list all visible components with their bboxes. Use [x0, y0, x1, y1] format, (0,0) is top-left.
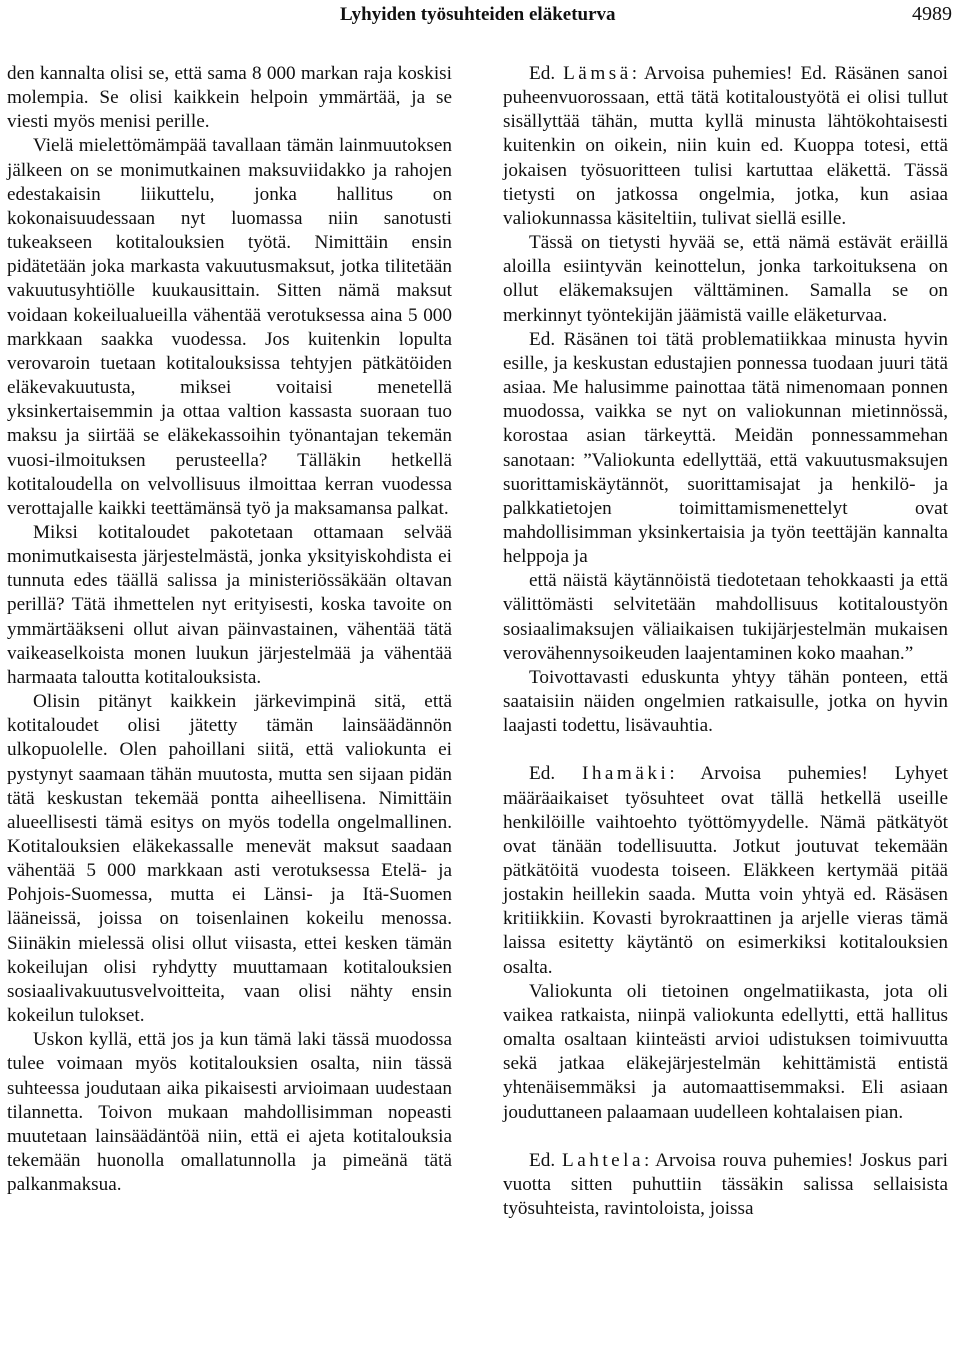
paragraph: Olisin pitänyt kaikkein järkevimpinä sitä, että kotitaloudet olisi jätetty tämän lainsäädännön ulkopuolelle. Olen pahoillani siitä, että valiokunta ei pystynyt saamaan tähän muutosta, mutta sen sijaan pidän tätä keskustan tekemää pontta aiheellisena. Nimittäin alueellisesti tämä esitys on myös todella ongelmallinen. Kotitalouksien eläkekassalle menevät maksut saadaan vähentää 5 000 markkaan asti verotuksessa Etelä- ja Pohjois-Suomessa, mutta ei Länsi- ja Itä-Suomen lääneissä, joissa on toisenlainen kokeilu menossa. Siinäkin mielessä olisi ollut viisasta, ettei kesken tämän kokeilujan olisi ryhdytty muuttamaan kotitalouksien sosiaalivakuutusvelvoitteita, vaan olisi nähty ensin kokeilun tulokset.: [7, 691, 452, 1027]
right-column: [503, 62, 948, 1221]
speech-text: : Arvoisa puhemies! Ed. Räsänen sanoi puheenvuorossaan, että tätä kotitaloustyötä ei olisi tullut sisällyttää tähän, mutta kyllä minusta lähtökohtaisesti kuitenkin on oikein, niin kuin ed. Kuoppa totesi, että jokaisen työsuoritteen tulisi kartuttaa eläkettä. Tässä tietysti on jatkossa ongelmia, jotka, kun asiaa valiokunnassa käsiteltiin, tulivat siellä esille.: [503, 63, 949, 229]
paragraph: Ed. Räsänen toi tätä problematiikkaa minusta hyvin esille, ja keskustan edustajien ponnessa tuodaan juuri tätä asiaa. Me halusimme painottaa tätä nimenomaan ponnen muodossa, vaikka se nyt on valiokunnan mietinnössä, korostaa asian tärkeyttä. Meidän ponnessammehan sanotaan: ”Valiokunta edellyttää, että vakuutusmaksujen suorittamiskäytännöt, suorittamisajat ja henkilö- ja palkkatietojen toimittamismenettelyt ovat mahdollisimman yksinkertaisia ja työn teettäjän kannalta helppoja ja: [503, 328, 948, 568]
speech-ihamaki: [503, 762, 948, 979]
paragraph: että näistä käytännöistä tiedotetaan tehokkaasti ja että välittömästi selvitetään mahdollisuus kotitaloustyön sosiaalimaksujen väliaikaisen tukijärjestelmän mukaisen verovähennysoikeuden laajentaminen koko maahan.”: [503, 570, 948, 664]
speaker-name: Lämsä: [563, 63, 632, 84]
page-header: [0, 0, 960, 36]
paragraph: Valiokunta oli tietoinen ongelmatiikasta, jota oli vaikea ratkaista, niinpä valiokunta edellytti, että hallitus omalta osaltaan kiinteästi arvioi udistuksen toimivuutta sekä jatkaa eläkejärjestelmän kehittämistä entistä yhtenäisemmäksi ja automaattisemmaksi. Eli asiaan jouduttaneen palaamaan uudelleen kohtalaisen pian.: [503, 980, 948, 1123]
speech-text: : Arvoisa puhemies! Lyhyet määräaikaiset työsuhteet ovat tällä hetkellä useille henkilöille vaihtoehto työttömyydelle. Nämä pätkätyöt ovat tänään todellisuutta. Jotkut joutuvat tekemään pätkätöitä vuodesta toiseen. Eläkkeen kertymää pitää jostakin heillekin saada. Mutta voin yhtyä ed. Räsäsen kritiikkiin. Kovasti byrokraattinen ja arjelle vieras tämä laissa esitetty käytäntö on esimerkiksi kotitalouksien osalta.: [503, 763, 948, 978]
speaker-prefix: Ed.: [529, 1149, 556, 1171]
speech-text: : Arvoisa rouva puhemies! Joskus pari vuotta sitten puhuttiin tässäkin salissa sellaisista työsuhteista, ravintoloista, joissa: [503, 1149, 948, 1220]
page-number: 4989: [912, 3, 952, 25]
left-column: [7, 62, 452, 1197]
paragraph: Toivottavasti eduskunta yhtyy tähän ponteen, että saataisiin näiden ongelmien ratkaisulle, jotka on hyvin laajasti todettu, lisävauhtia.: [503, 666, 948, 737]
paragraph: Miksi kotitaloudet pakotetaan ottamaan selvää monimutkaisesta järjestelmästä, jonka yksityiskohdista ei tunnuta edes täällä salissa ja ministeriössäkään oltavan perillä? Tätä ihmettelen nyt erityisesti, koska tavoite on ymmärtääkseni ollut aivan päinvastainen, vähentää tätä vaikeaselkoista monen luukun järjestelmää ja vähentää harmaata taloutta kotitalouksista.: [7, 521, 452, 688]
speaker-prefix: Ed.: [529, 63, 556, 84]
paragraph: Uskon kyllä, että jos ja kun tämä laki tässä muodossa tulee voimaan myös kotitalouksien osalta, niin tässä suhteessa joudutaan aika pikaisesti arvioimaan uudestaan tilannetta. Toivon mukaan mahdollisimman nopeasti muutetaan lainsäädäntöä niin, että ei ajeta kotitalouksia tekemään huonolla omallatunnolla ja pimeänä tätä palkanmaksua.: [7, 1029, 452, 1196]
speech-lahtela: [503, 1149, 948, 1221]
speaker-prefix: Ed.: [529, 763, 556, 785]
speaker-name: Lahtela: [562, 1149, 645, 1171]
speaker-name: Ihamäki: [581, 763, 670, 785]
paragraph: Tässä on tietysti hyvää se, että nämä estävät eräillä aloilla esiintyvän keinottelun, jonka tarkoituksena on ollut eläkemaksujen välttäminen. Samalla se on merkinnyt työntekijän jäämistä vaille eläketurvaa.: [503, 232, 948, 326]
speech-lamsa: [503, 62, 948, 231]
paragraph: den kannalta olisi se, että sama 8 000 markan raja koskisi molempia. Se olisi kaikkein helpoin ymmärtää, ja se viesti myös menisi perille.: [7, 63, 452, 133]
paragraph: Vielä mielettömämpää tavallaan tämän lainmuutoksen jälkeen on se monimutkainen maksuviidakko ja rahojen edestakaisin liikuttelu, jonka hallitus on kokonaisuudessaan nyt luomassa niin sanotusti tukeakseen kotitalouksien työtä. Nimittäin ensin pidätetään joka markasta vakuutusmaksut, jotka tilitetään vakuutusyhtiölle kuukausittain. Sitten nämä maksut voidaan kokeilualueilla vähentää verotuksessa aina 5 000 markkaan saakka vuodessa. Jos kuitenkin lopulta verovaroin tuetaan kotitalouksissa tehtyjen pätkätöiden eläkevakuutusta, miksei voitaisi menetellä yksinkertaisemmin ja ottaa valtion kassasta suoraan tuo maksu ja siirtää se eläkekassoihin työnantajan tekemän vuosi-ilmoituksen perusteella? Tälläkin hetkellä kotitaloudella on velvollisuus ilmoittaa kerran vuodessa verottajalle kaikki teettämänsä työ ja maksamansa palkat.: [7, 135, 452, 519]
running-title: Lyhyiden työsuhteiden eläketurva: [340, 4, 616, 25]
